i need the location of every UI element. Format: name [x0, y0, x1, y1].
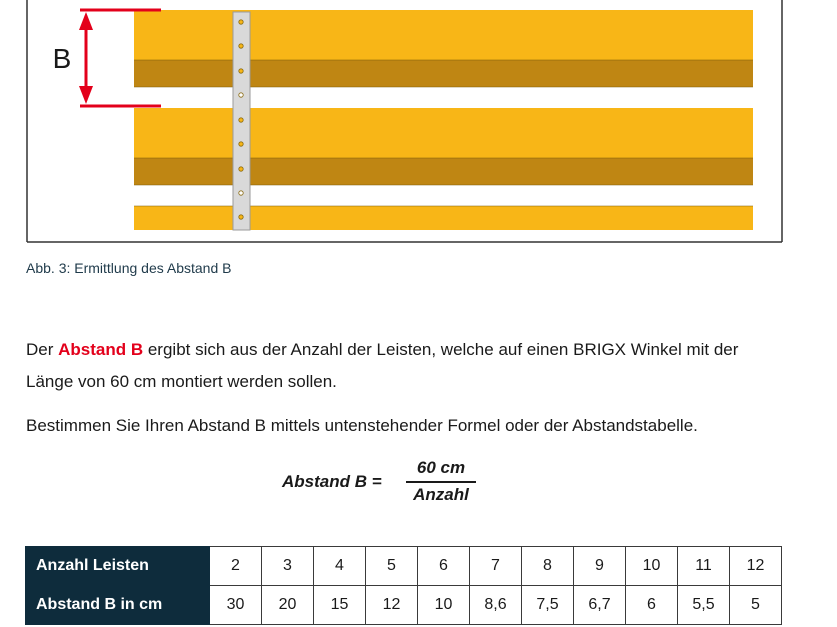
table-cell: 9: [574, 547, 626, 586]
table-cell: 2: [210, 547, 262, 586]
row-header-anzahl: Anzahl Leisten: [26, 547, 210, 586]
table-row-anzahl: [26, 547, 782, 586]
table-cell: 6: [626, 586, 678, 625]
paragraph-instructions: Bestimmen Sie Ihren Abstand B mittels untenstehender Formel oder der Abstandstabelle.: [26, 416, 698, 435]
table-cell: 3: [262, 547, 314, 586]
table-cell: 11: [678, 547, 730, 586]
table-cell: 5: [366, 547, 418, 586]
formula-denominator: Anzahl: [413, 485, 469, 504]
figure-caption: Abb. 3: Ermittlung des Abstand B: [26, 260, 232, 276]
table-cell: 7,5: [522, 586, 574, 625]
table-cell: 8: [522, 547, 574, 586]
table-cell: 12: [366, 586, 418, 625]
formula-fraction: [406, 458, 476, 505]
table-cell: 4: [314, 547, 366, 586]
board-side-1: [134, 60, 753, 87]
table-cell: 15: [314, 586, 366, 625]
para1-after: ergibt sich aus der Anzahl der Leisten, welche auf einen BRIGX Winkel mit der Länge von 60 cm montiert werden sollen.: [26, 340, 739, 391]
table-cell: 7: [470, 547, 522, 586]
para1-before: Der: [26, 340, 59, 359]
table-cell: 8,6: [470, 586, 522, 625]
spacing-diagram: [0, 0, 837, 250]
table-cell: 20: [262, 586, 314, 625]
board-top-face-1: [134, 10, 753, 60]
table-cell: 6: [418, 547, 470, 586]
spacing-table: [25, 546, 782, 625]
row-header-abstand: Abstand B in cm: [26, 586, 210, 625]
table-cell: 5,5: [678, 586, 730, 625]
table-cell: 5: [730, 586, 782, 625]
table-cell: 6,7: [574, 586, 626, 625]
table-cell: 10: [418, 586, 470, 625]
board-top-face-3: [134, 206, 753, 230]
abstand-b-highlight: Abstand B: [58, 340, 144, 359]
board-top-face-2: [134, 108, 753, 158]
table-row-abstand: [26, 586, 782, 625]
table-cell: 10: [626, 547, 678, 586]
board-side-2: [134, 158, 753, 185]
table-cell: 12: [730, 547, 782, 586]
table-cell: 30: [210, 586, 262, 625]
formula-lhs: Abstand B =: [282, 472, 382, 491]
paragraph-abstand-intro: [26, 334, 786, 398]
dimension-b-label: B: [52, 43, 72, 74]
formula-numerator: 60 cm: [406, 458, 476, 483]
